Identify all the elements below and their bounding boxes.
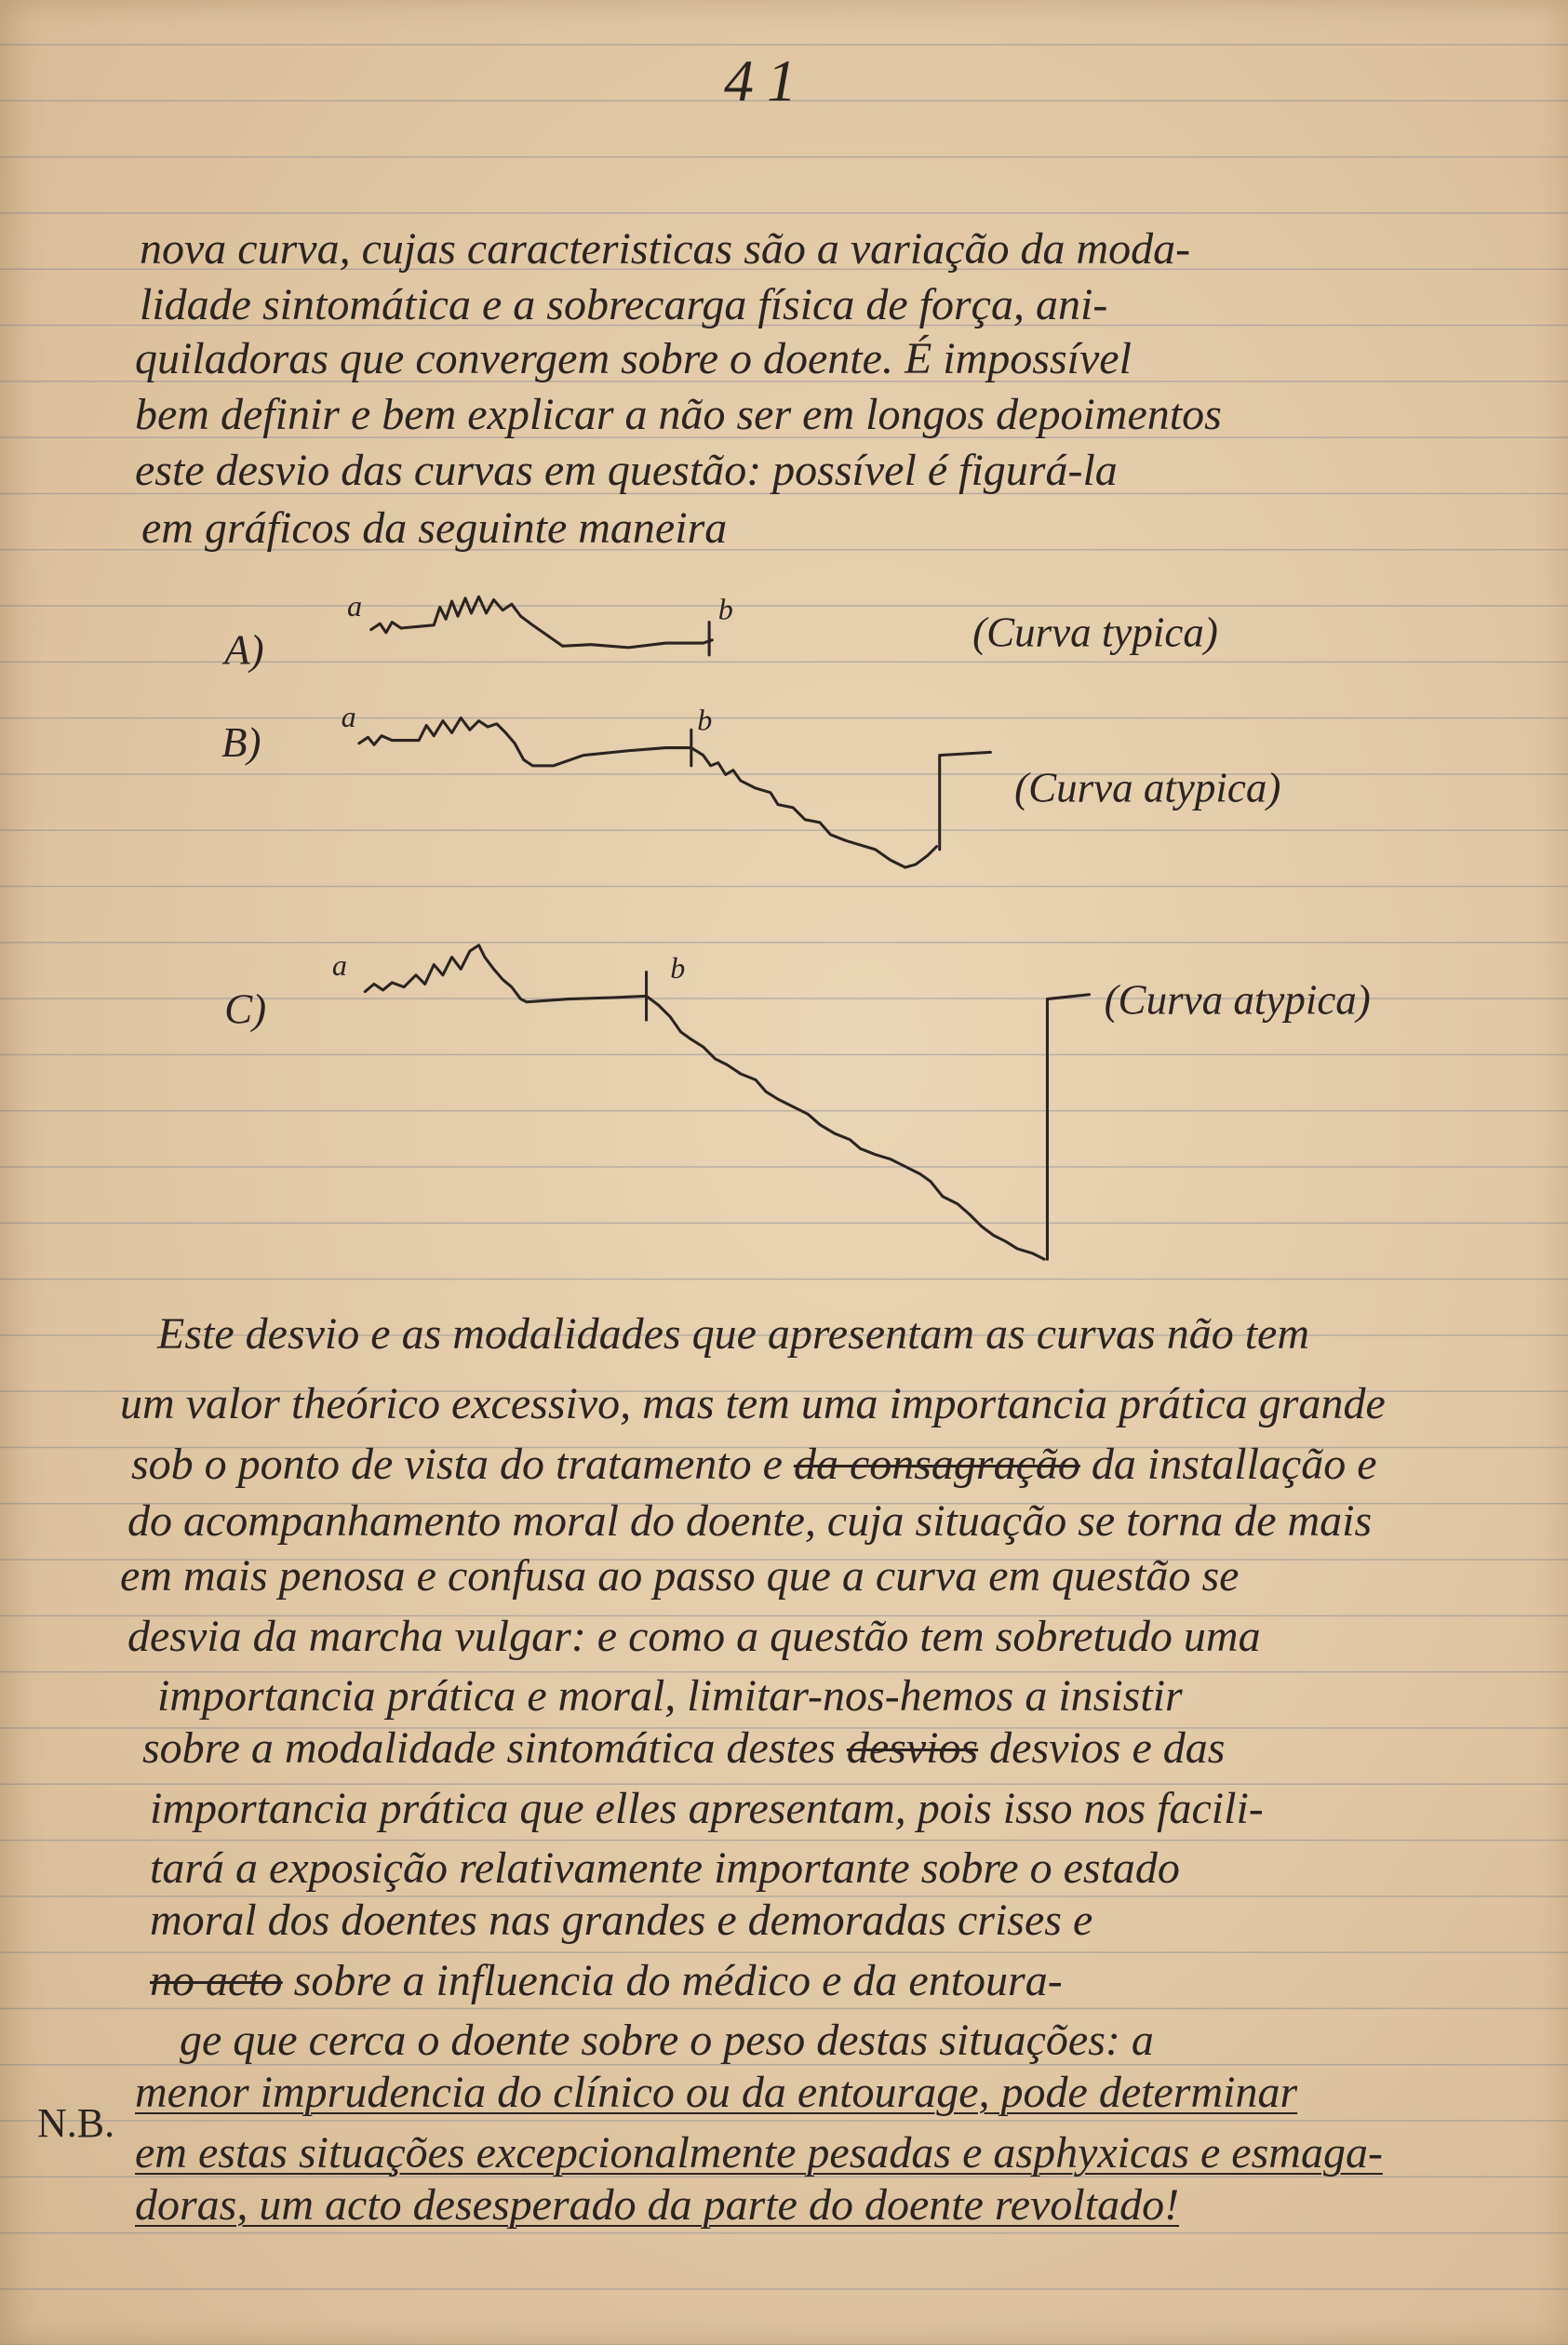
struck-text: desvios bbox=[846, 1723, 979, 1773]
diagram-a-curve bbox=[371, 596, 713, 648]
paragraph2-line-13: ge que cerca o doente sobre o peso destas situações: a bbox=[180, 2016, 1154, 2065]
line-text: desvios e das bbox=[978, 1723, 1226, 1773]
diagram-b-curve bbox=[359, 717, 937, 867]
paragraph1-line-2: lidade sintomática e a sobrecarga física de força, ani- bbox=[140, 280, 1108, 329]
diagram-b-jump-line bbox=[940, 752, 991, 849]
paragraph2-line-2: um valor theórico excessivo, mas tem uma importancia prática grande bbox=[120, 1379, 1386, 1428]
line-text: da installação e bbox=[1079, 1440, 1377, 1489]
paragraph2-line-3 bbox=[131, 1439, 1377, 1491]
paragraph2-line-7: importancia prática e moral, limitar-nos-hemos a insistir bbox=[157, 1671, 1183, 1721]
diagram-a-label: A) bbox=[224, 626, 264, 674]
diagram-b-label: B) bbox=[221, 719, 261, 767]
paragraph1-line-4: bem definir e bem explicar a não ser em longos depoimentos bbox=[135, 390, 1222, 439]
page-number: 41 bbox=[724, 47, 810, 114]
diagram-c-end-mark: b bbox=[670, 951, 686, 985]
diagram-c-label: C) bbox=[224, 985, 267, 1033]
paragraph2-line-16: doras, um acto desesperado da parte do doente revoltado! bbox=[135, 2180, 1180, 2230]
paragraph2-line-6: desvia da marcha vulgar: e como a questão tem sobretudo uma bbox=[127, 1612, 1261, 1661]
diagram-a-start-mark: a bbox=[347, 589, 363, 623]
paragraph2-line-8 bbox=[142, 1722, 1225, 1775]
diagram-a-end-mark: b bbox=[717, 592, 733, 626]
diagram-b-end-mark: b bbox=[697, 703, 713, 737]
paragraph2-line-15: em estas situações excepcionalmente pesadas e asphyxicas e esmaga- bbox=[135, 2128, 1383, 2178]
paragraph1-line-1: nova curva, cujas caracteristicas são a variação da moda- bbox=[140, 224, 1191, 274]
line-text: sobre a influencia do médico e da entoura- bbox=[282, 1956, 1063, 2005]
paragraph2-line-10: tará a exposição relativamente importante sobre o estado bbox=[150, 1843, 1180, 1893]
paragraph2-line-12 bbox=[150, 1955, 1063, 2007]
paragraph1-line-3: quiladoras que convergem sobre o doente. É impossível bbox=[135, 334, 1132, 383]
nb-marker: N.B. bbox=[37, 2100, 115, 2146]
diagram-c-curve bbox=[365, 945, 1044, 1259]
paragraph2-line-14: menor imprudencia do clínico ou da entourage, pode determinar bbox=[135, 2068, 1298, 2117]
diagram-b-caption: (Curva atypica) bbox=[1014, 764, 1281, 811]
line-text: sobre a modalidade sintomática destes bbox=[142, 1723, 847, 1773]
diagram-c-start-mark: a bbox=[331, 947, 348, 982]
paragraph2-line-5: em mais penosa e confusa ao passo que a curva em questão se bbox=[120, 1551, 1240, 1601]
paragraph1-line-6: em gráficos da seguinte maneira bbox=[141, 503, 728, 553]
paragraph2-line-9: importancia prática que elles apresentam, pois isso nos facili- bbox=[150, 1784, 1264, 1833]
paragraph2-line-11: moral dos doentes nas grandes e demoradas crises e bbox=[150, 1896, 1093, 1945]
diagram-c-caption: (Curva atypica) bbox=[1104, 976, 1371, 1024]
diagram-c-jump-line bbox=[1047, 995, 1089, 1259]
diagram-a-caption: (Curva typica) bbox=[972, 609, 1218, 656]
struck-text: da consagração bbox=[793, 1440, 1080, 1489]
paragraph1-line-5: este desvio das curvas em questão: possível é figurá-la bbox=[135, 446, 1118, 495]
line-text: sob o ponto de vista do tratamento e bbox=[131, 1440, 794, 1489]
struck-text: no acto bbox=[150, 1956, 283, 2005]
paragraph2-line-1: Este desvio e as modalidades que apresentam as curvas não tem bbox=[157, 1309, 1310, 1359]
paragraph2-line-4: do acompanhamento moral do doente, cuja situação se torna de mais bbox=[127, 1496, 1373, 1546]
diagram-b-start-mark: a bbox=[341, 700, 356, 734]
